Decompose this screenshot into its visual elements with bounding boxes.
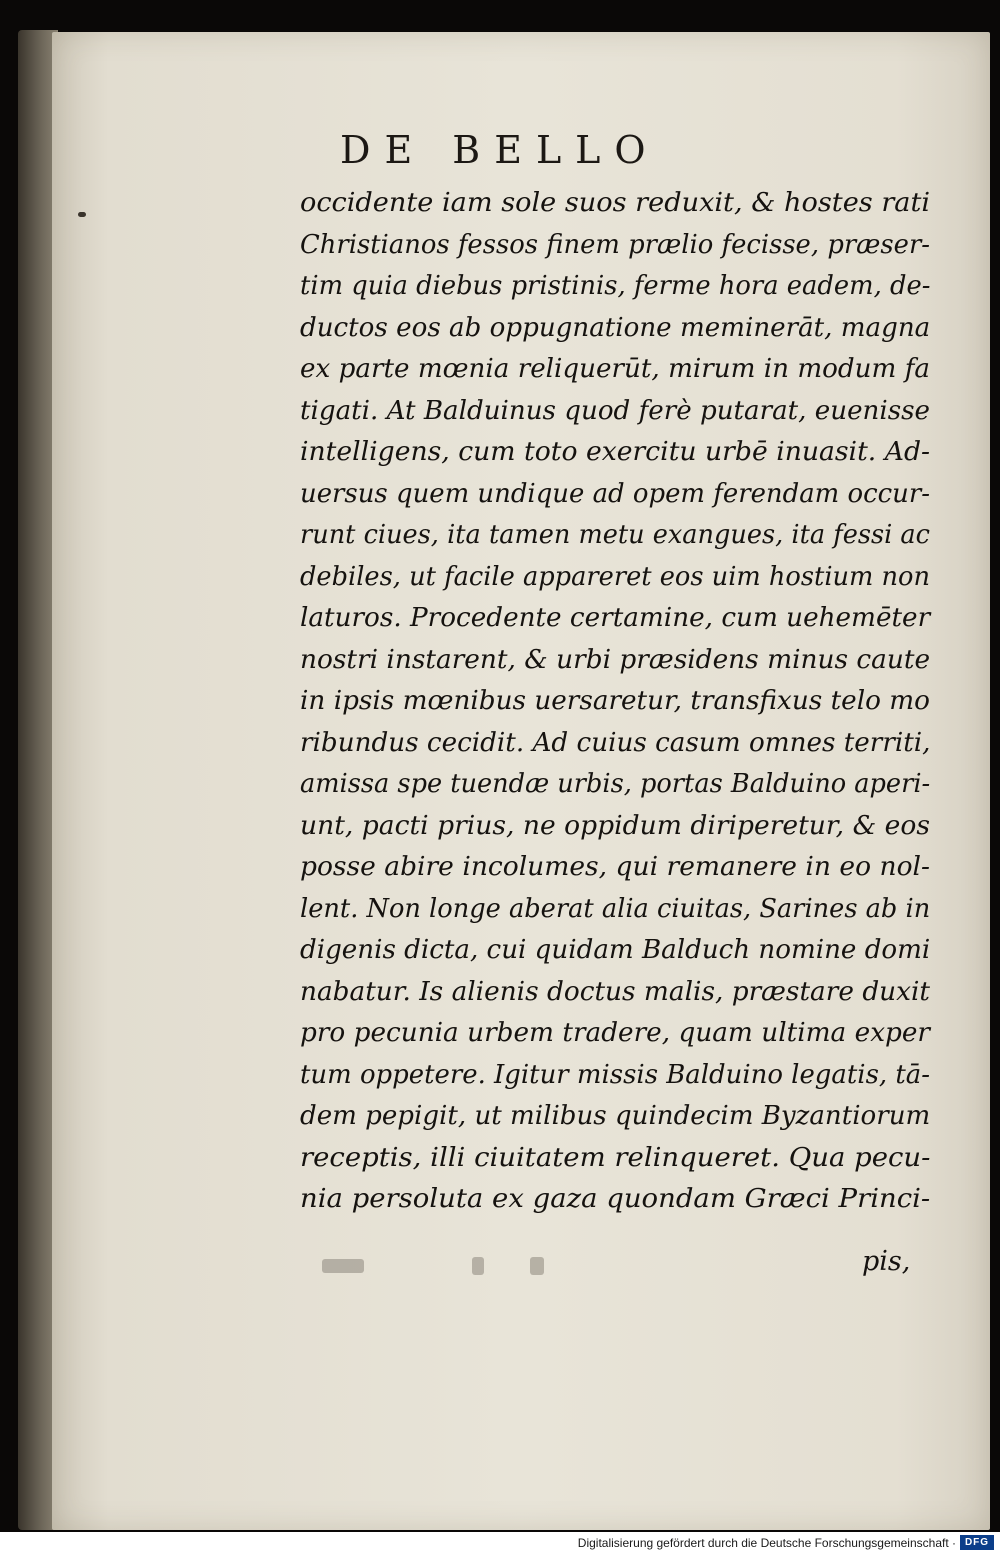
- text-line: in ipsis mœnibus uersaretur, transfixus telo mo: [300, 685, 930, 716]
- body-text: [300, 182, 930, 1220]
- text-line: ex parte mœnia reliquerūt, mirum in modum fa: [300, 353, 930, 384]
- text-line: occidente iam sole suos reduxit, & hostes rati: [300, 187, 931, 218]
- text-line: tim quia diebus pristinis, ferme hora eadem, de-: [300, 270, 931, 301]
- text-line: Christianos fessos finem prælio fecisse, præser-: [300, 228, 930, 260]
- text-line: nostri instarent, & urbi præsidens minus caute: [300, 643, 931, 675]
- text-line: receptis, illi ciuitatem relinqueret. Qua pecu-: [300, 1141, 931, 1173]
- text-line: debiles, ut facile appareret eos uim hostium non: [300, 560, 930, 592]
- catchword: pis,: [862, 1246, 911, 1277]
- text-line: lent. Non longe aberat alia ciuitas, Sarines ab in: [300, 892, 931, 924]
- text-line: nabatur. Is alienis doctus malis, præstare duxit: [300, 975, 930, 1007]
- text-line: dem pepigit, ut milibus quindecim Byzantiorum: [300, 1100, 931, 1131]
- text-line: pro pecunia urbem tradere, quam ultima exper: [300, 1017, 930, 1048]
- text-line: amissa spe tuendæ urbis, portas Balduino aperi-: [300, 768, 931, 799]
- text-line: intelligens, cum toto exercitu urbē inuasit. Ad-: [300, 436, 930, 467]
- text-line: uersus quem undique ad opem ferendam occur-: [300, 477, 930, 509]
- text-line: unt, pacti prius, ne oppidum diriperetur, & eos: [300, 809, 930, 841]
- text-line: posse abire incolumes, qui remanere in eo nol-: [300, 851, 930, 882]
- text-line: laturos. Procedente certamine, cum uehemēter: [300, 602, 931, 633]
- faded-signature-marks: [322, 1255, 562, 1279]
- text-line: runt ciues, ita tamen metu exangues, ita fessi ac: [300, 519, 930, 550]
- text-line: digenis dicta, cui quidam Balduch nomine domi: [300, 934, 931, 965]
- dfg-logo: DFG: [960, 1535, 994, 1550]
- running-head: DE BELLO: [340, 128, 660, 172]
- text-line: ductos eos ab oppugnatione meminerāt, magna: [300, 311, 931, 343]
- text-line: tigati. At Balduinus quod ferè putarat, euenisse: [300, 394, 930, 426]
- text-line: ribundus cecidit. Ad cuius casum omnes territi,: [300, 726, 931, 758]
- text-line: nia persoluta ex gaza quondam Græci Princi-: [300, 1183, 931, 1214]
- ink-speck: [78, 212, 86, 217]
- text-line: tum oppetere. Igitur missis Balduino legatis, tā-: [300, 1058, 930, 1090]
- funding-notice: Digitalisierung gefördert durch die Deutsche Forschungsgemeinschaft ·: [577, 1536, 956, 1550]
